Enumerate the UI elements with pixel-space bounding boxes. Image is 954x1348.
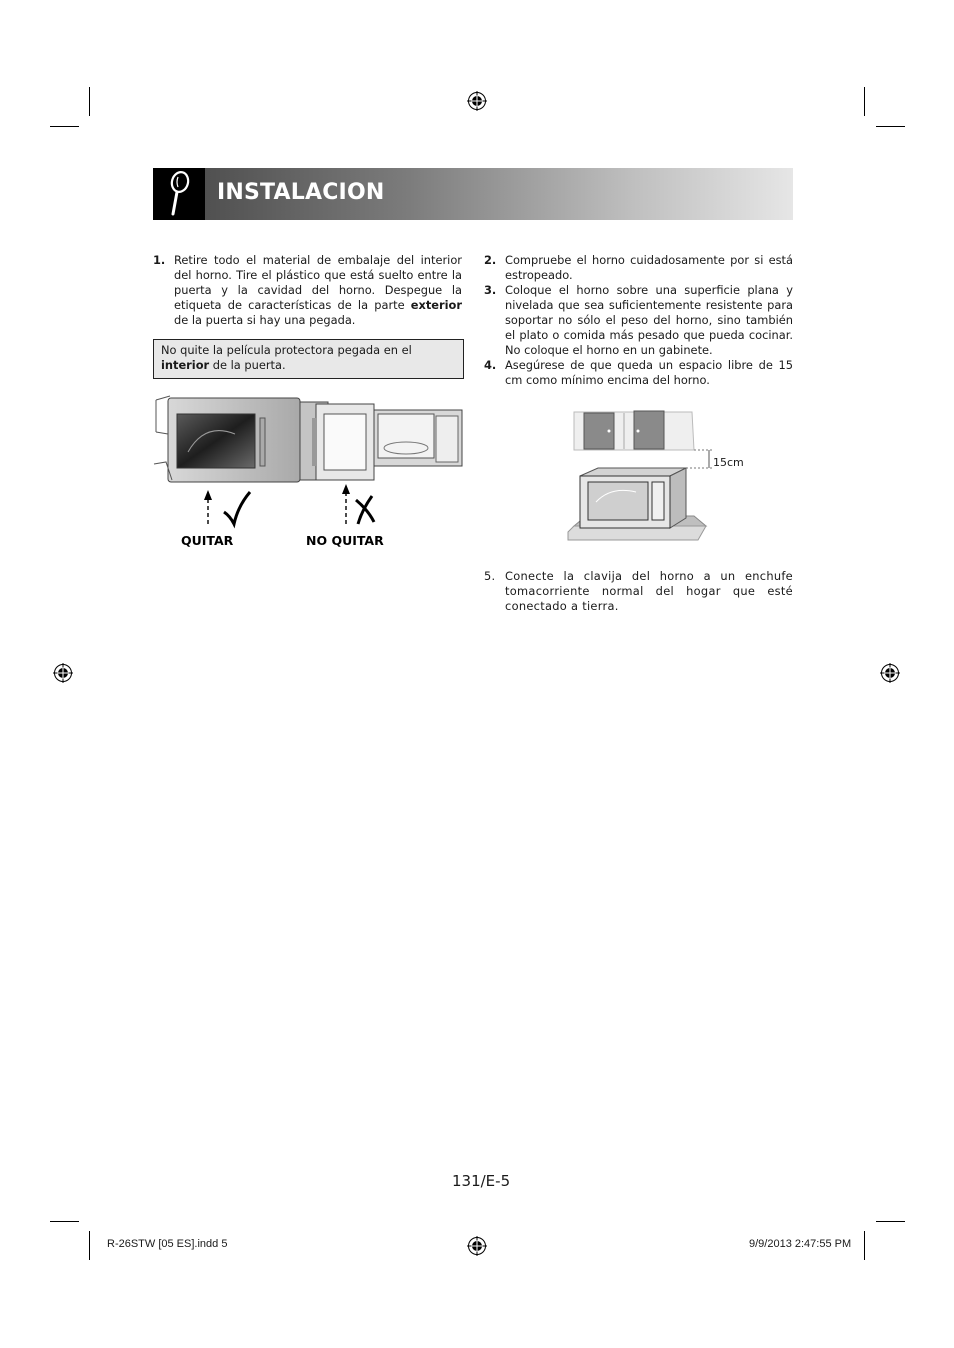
page-number: 131/E-5: [452, 1172, 511, 1190]
label-remove: QUITAR: [181, 533, 234, 548]
section-header: [153, 168, 793, 220]
list-item: 2. Compruebe el horno cuidadosamente por si está estropeado.: [484, 253, 793, 282]
registration-mark-icon: [467, 1236, 487, 1256]
right-column-item5: [484, 569, 793, 614]
registration-mark-icon: [53, 663, 73, 683]
check-mark-icon: [224, 492, 250, 524]
section-title: INSTALACION: [217, 180, 385, 205]
footer-datetime: 9/9/2013 2:47:55 PM: [749, 1238, 852, 1250]
label-keep: NO QUITAR: [306, 533, 384, 548]
cross-mark-icon: [356, 496, 374, 524]
left-column: [153, 253, 462, 328]
magnifier-icon: [153, 168, 205, 220]
clearance-label: 15cm: [713, 456, 744, 469]
list-item: 4. Asegúrese de que queda un espacio libre de 15 cm como mínimo encima del horno.: [484, 358, 793, 387]
oven-film-illustration: [150, 392, 466, 530]
clearance-illustration: [566, 406, 716, 542]
registration-mark-icon: [880, 663, 900, 683]
list-item: 1. Retire todo el material de embalaje del interior del horno. Tire el plástico que está suelto entre la puerta y la cavidad del horno. Despegue la etiqueta de características de la parte exterior de la puerta si hay una pegada.: [153, 253, 462, 327]
right-column: [484, 253, 793, 388]
note-box: No quite la película protectora pegada en el interior de la puerta.: [153, 339, 464, 379]
list-item: 3. Coloque el horno sobre una superficie plana y nivelada que sea suficientemente resistente para soportar no sólo el peso del horno, sino también el plato o comida más pesado que pueda cocinar. No coloque el horno en un gabinete.: [484, 283, 793, 357]
footer-file: R-26STW [05 ES].indd 5: [107, 1238, 228, 1250]
registration-mark-icon: [467, 91, 487, 111]
list-item: 5. Conecte la clavija del horno a un enchufe tomacorriente normal del hogar que esté conectado a tierra.: [484, 569, 793, 613]
